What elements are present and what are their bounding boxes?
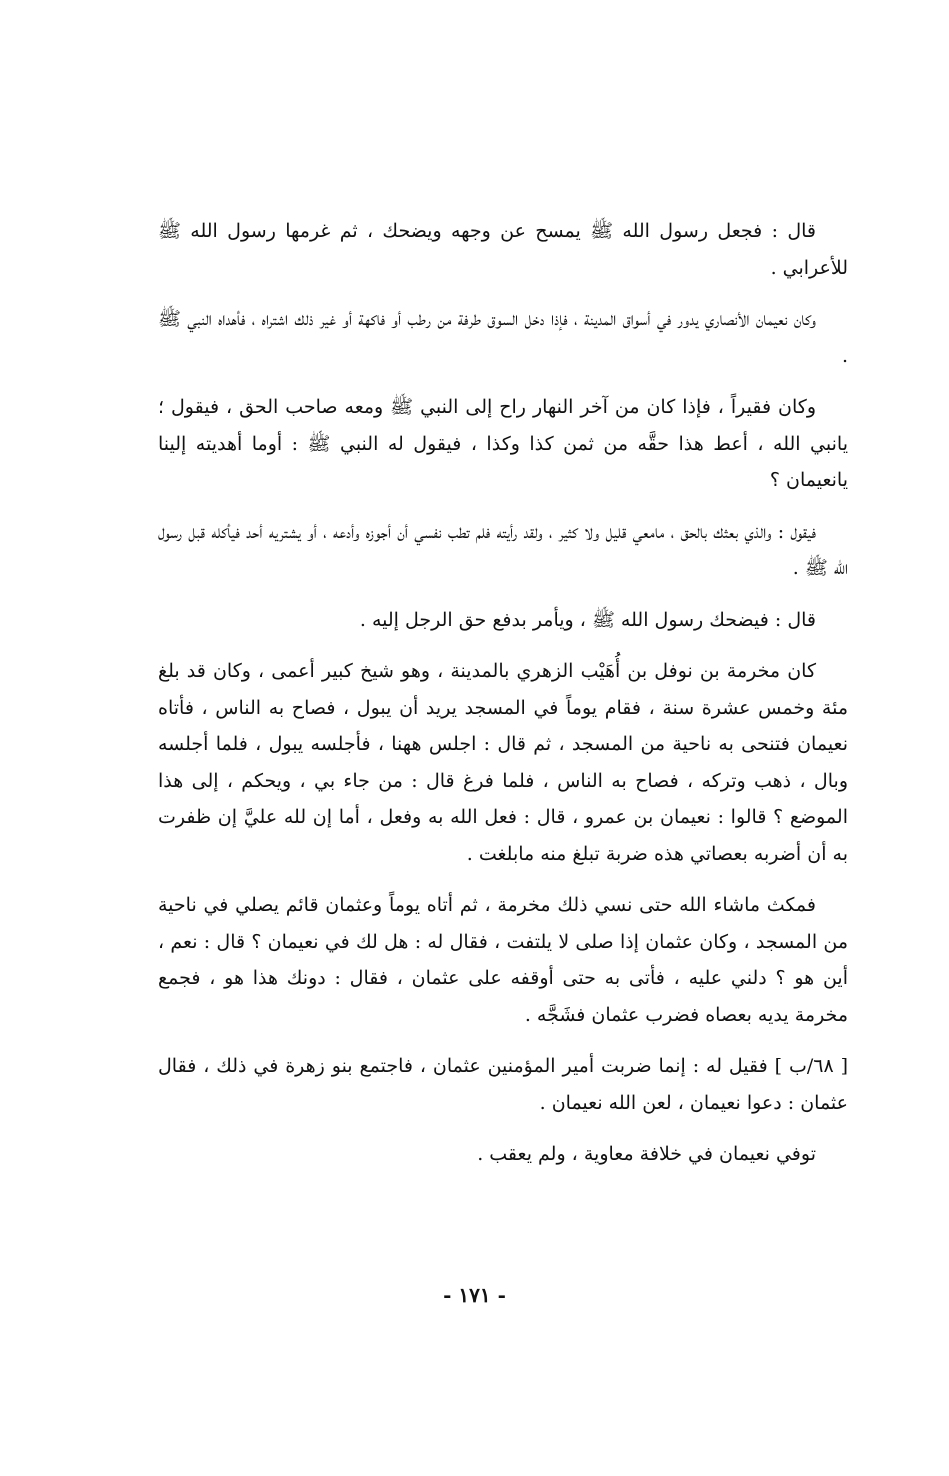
paragraph: فيقول : والذي بعثك بالحق ، مامعي قليل ولا كثير ، ولقد رأيته فلم تطب نفسي أن أجوزه وأدعه ، أو يشتريه أحد فيأكله قبل رسول الله ﷺ . bbox=[158, 520, 848, 579]
paragraph: وكان فقيراً ، فإذا كان من آخر النهار راح إلى النبي ﷺ ومعه صاحب الحق ، فيقول ؛ يانبي الله ، أعط هذا حقَّه من ثمن كذا وكذا ، فيقول له النبي ﷺ : أوما أهديته إلينا يانعيمان ؟ bbox=[158, 396, 848, 491]
paragraph: [ ٦٨/ب ] فقيل له : إنما ضربت أمير المؤمنين عثمان ، فاجتمع بنو زهرة في ذلك ، فقال عثمان : دعوا نعيمان ، لعن الله نعيمان . bbox=[158, 1055, 848, 1114]
paragraph: كان مخرمة بن نوفل بن أُهَيْب الزهري بالمدينة ، وهو شيخ كبير أعمى ، وكان قد بلغ مئة وخمس عشرة سنة ، فقام يوماً في المسجد يريد أن يبول ، فصاح به الناس ، فأتاه نعيمان فتنحى به ناحية من المسجد ، ثم قال : اجلس ههنا ، فأجلسه يبول ، فلما أجلسه وبال ، ذهب وتركه ، فصاح به الناس ، فلما فرغ قال : من جاء بي ، ويحكم ، إلى هذا الموضع ؟ قالوا : نعيمان بن عمرو ، قال : فعل الله به وفعل ، أما إن لله عليَّ إن ظفرت به أن أضربه بعصاتي هذه ضربة تبلغ منه مابلغت . bbox=[158, 660, 848, 865]
paragraph: فمكث ماشاء الله حتى نسي ذلك مخرمة ، ثم أتاه يوماً وعثمان قائم يصلي في ناحية من المسجد ، وكان عثمان إذا صلى لا يلتفت ، فقال له : هل لك في نعيمان ؟ قال : نعم ، أين هو ؟ دلني عليه ، فأتى به حتى أوقفه على عثمان ، فقال : دونك هذا هو ، فجمع مخرمة يديه بعصاه فضرب عثمان فشَجَّه . bbox=[158, 894, 848, 1026]
paragraph: قال : فجعل رسول الله ﷺ يمسح عن وجهه ويضحك ، ثم غرمها رسول الله ﷺ للأعرابي . bbox=[158, 220, 848, 279]
page-number: - ١٧١ - bbox=[443, 1283, 506, 1307]
paragraph: وكان نعيمان الأنصاري يدور في أسواق المدينة ، فإذا دخل السوق طرفة من رطب أو فاكهة أو غير ذلك اشتراه ، فأهداه النبي ﷺ . bbox=[158, 308, 848, 367]
body-text bbox=[158, 213, 848, 1188]
paragraph: قال : فيضحك رسول الله ﷺ ، ويأمر بدفع حق الرجل إليه . bbox=[359, 608, 816, 631]
paragraph: توفي نعيمان في خلافة معاوية ، ولم يعقب . bbox=[477, 1143, 816, 1165]
